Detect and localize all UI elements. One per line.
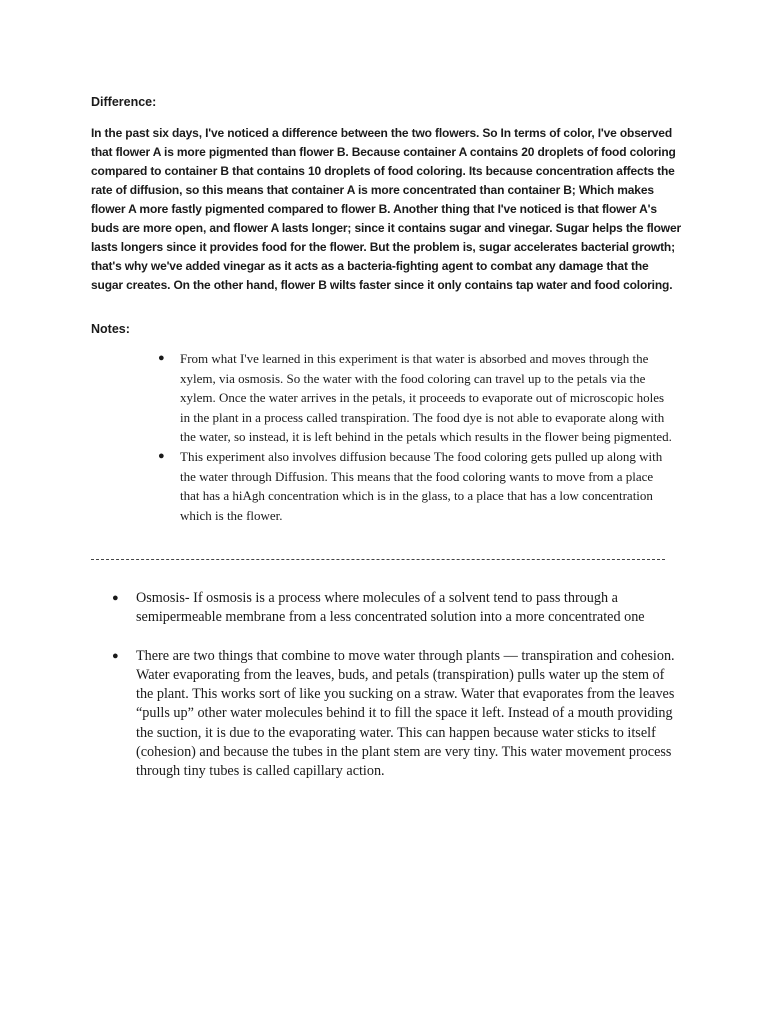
- list-item: [110, 647, 685, 782]
- definition-text: Osmosis- If osmosis is a process where molecules of a solvent tend to pass through a semipermeable membrane from a less concentrated solution into a more concentrated one: [136, 590, 645, 626]
- definitions-list: [110, 589, 685, 782]
- difference-paragraph: In the past six days, I've noticed a difference between the two flowers. So In terms of color, I've observed that flower A is more pigmented than flower B. Because container A contains 20 droplets of food coloring compared to container B that contains 10 droplets of food coloring. Its because concentration affects the rate of diffusion, so this means that container A is more concentrated than container B; Which makes flower A more fastly pigmented compared to flower B. Another thing that I've noticed is that flower A's buds are more open, and flower A lasts longer; since it contains sugar and vinegar. Sugar helps the flower lasts longers since it provides food for the flower. But the problem is, sugar accelerates bacterial growth; that's why we've added vinegar as it acts as a bacteria-fighting agent to combat any damage that the sugar creates. On the other hand, flower B wilts faster since it only contains tap water and food coloring.: [91, 126, 682, 292]
- bullet-icon: ●: [158, 449, 165, 462]
- list-item: [155, 447, 675, 525]
- bullet-icon: ●: [158, 352, 165, 364]
- note-text: This experiment also involves diffusion because The food coloring gets pulled up along with the water through Diffusion. This means that the food coloring wants to move from a place that has a hiAgh concentration which is in the glass, to a place that has a low concentration which is the flower.: [180, 448, 663, 523]
- notes-heading: Notes:: [91, 322, 130, 336]
- list-item: [110, 589, 685, 628]
- definition-text: There are two things that combine to move water through plants — transpiration and cohesion. Water evaporating from the leaves, buds, and petals (transpiration) pulls water up the stem of the plant. This works sort of like you sucking on a straw. Water that evaporates from the leaves “pulls up” other water molecules behind it to fill the space it left. Instead of a mouth providing the suction, it is due to the evaporating water. This can happen because water sticks to itself (cohesion) and because the tubes in the plant stem are very tiny. This water movement process through tiny tubes is called capillary action.: [136, 647, 675, 780]
- bullet-icon: ●: [112, 649, 119, 662]
- difference-heading: Difference:: [91, 95, 157, 109]
- dashed-divider: [91, 559, 665, 560]
- bullet-icon: ●: [112, 592, 119, 604]
- notes-list: [155, 349, 675, 525]
- note-text: From what I've learned in this experiment is that water is absorbed and moves through the xylem, via osmosis. So the water with the food coloring can travel up to the petals via the xylem. Once the water arrives in the petals, it proceeds to evaporate out of microscopic holes in the plant in a process called transpiration. The food dye is not able to evaporate along with the water, so instead, it is left behind in the petals which results in the flower being pigmented.: [180, 351, 672, 445]
- list-item: [155, 349, 675, 447]
